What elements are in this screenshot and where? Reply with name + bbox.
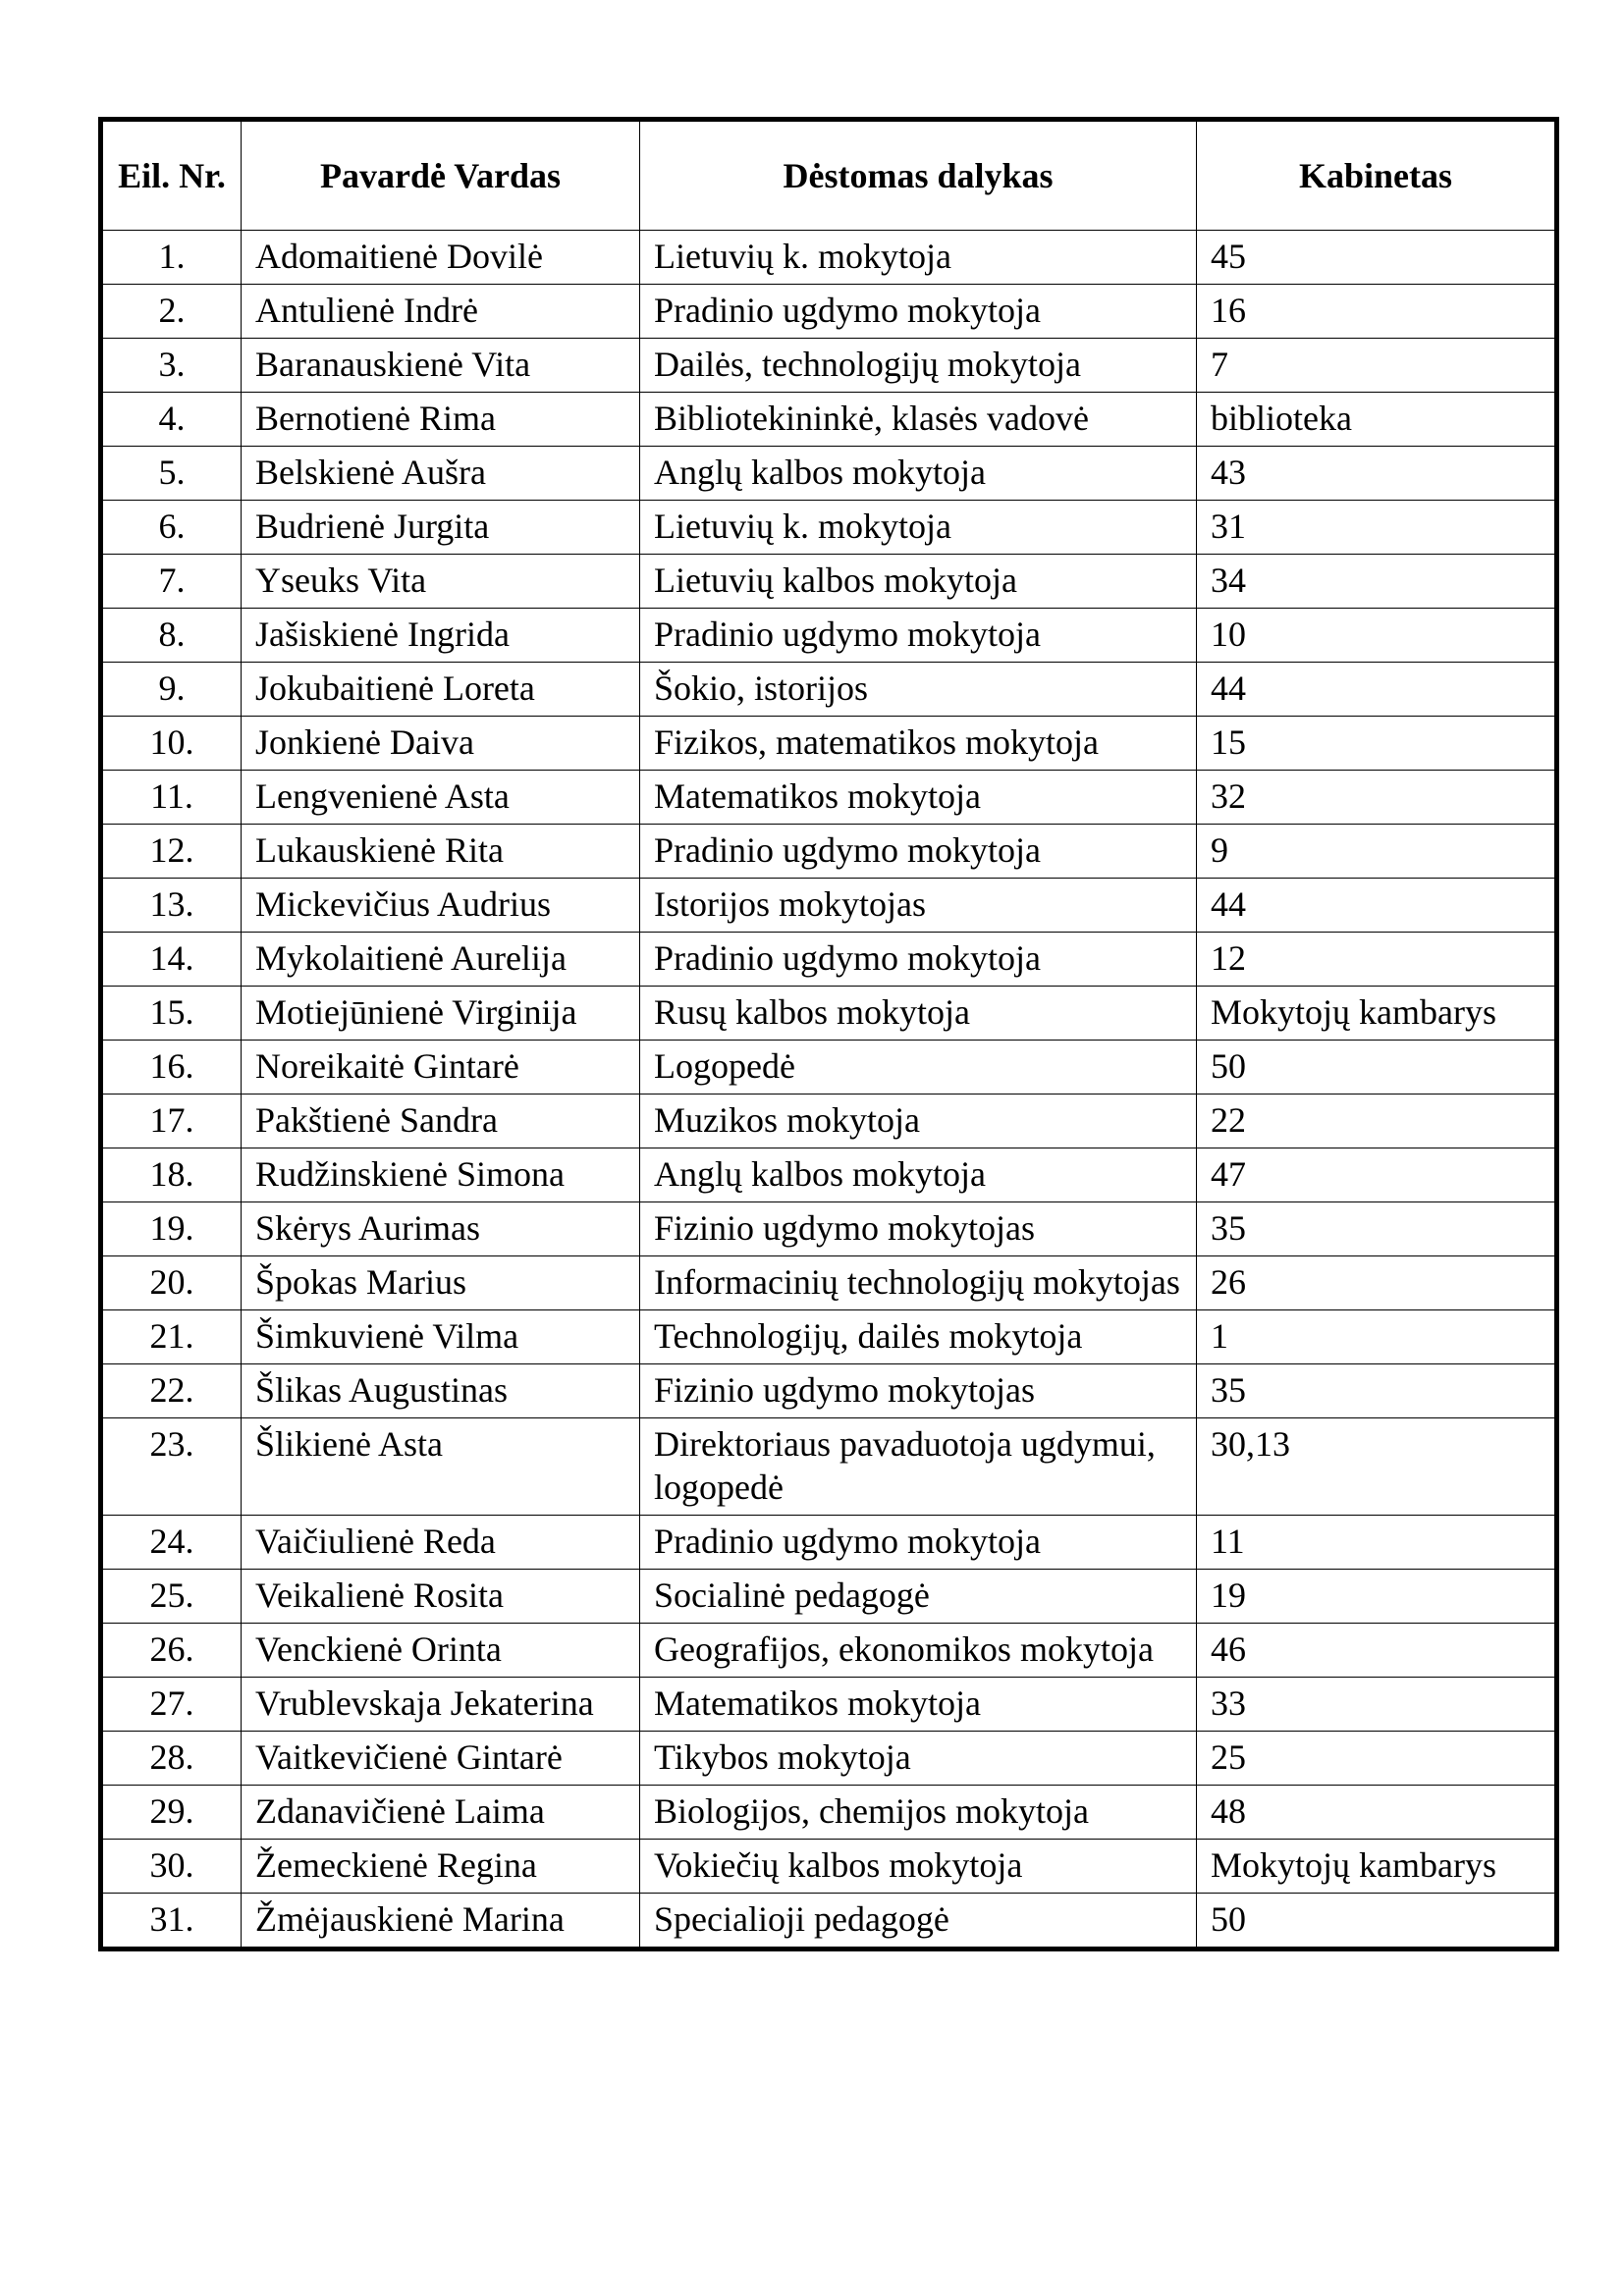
row-number-cell: 15. xyxy=(101,987,242,1041)
table-row xyxy=(101,501,1557,555)
teacher-name-cell: Skėrys Aurimas xyxy=(242,1202,640,1256)
subject-cell: Pradinio ugdymo mokytoja xyxy=(640,285,1197,339)
subject-cell: Lietuvių k. mokytoja xyxy=(640,501,1197,555)
subject-cell: Logopedė xyxy=(640,1041,1197,1095)
table-row xyxy=(101,1624,1557,1678)
table-row xyxy=(101,1095,1557,1148)
room-cell: 32 xyxy=(1197,771,1557,825)
table-row xyxy=(101,1894,1557,1949)
row-number-cell: 19. xyxy=(101,1202,242,1256)
table-row xyxy=(101,393,1557,447)
teacher-name-cell: Vrublevskaja Jekaterina xyxy=(242,1678,640,1732)
teacher-name-cell: Jokubaitienė Loreta xyxy=(242,663,640,717)
subject-cell: Anglų kalbos mokytoja xyxy=(640,447,1197,501)
teacher-name-cell: Jašiskienė Ingrida xyxy=(242,609,640,663)
room-cell: 44 xyxy=(1197,879,1557,933)
table-row xyxy=(101,1310,1557,1364)
row-number-cell: 2. xyxy=(101,285,242,339)
subject-cell: Bibliotekininkė, klasės vadovė xyxy=(640,393,1197,447)
room-cell: 50 xyxy=(1197,1894,1557,1949)
teacher-name-cell: Rudžinskienė Simona xyxy=(242,1148,640,1202)
room-cell: 45 xyxy=(1197,231,1557,285)
room-cell: 48 xyxy=(1197,1786,1557,1840)
table-row xyxy=(101,1732,1557,1786)
teacher-name-cell: Žemeckienė Regina xyxy=(242,1840,640,1894)
subject-cell: Fizinio ugdymo mokytojas xyxy=(640,1202,1197,1256)
room-cell: 33 xyxy=(1197,1678,1557,1732)
teacher-name-cell: Žmėjauskienė Marina xyxy=(242,1894,640,1949)
room-cell: 19 xyxy=(1197,1570,1557,1624)
table-row xyxy=(101,717,1557,771)
header-name: Pavardė Vardas xyxy=(242,120,640,231)
subject-cell: Matematikos mokytoja xyxy=(640,1678,1197,1732)
subject-cell: Šokio, istorijos xyxy=(640,663,1197,717)
row-number-cell: 7. xyxy=(101,555,242,609)
teacher-name-cell: Veikalienė Rosita xyxy=(242,1570,640,1624)
room-cell: 35 xyxy=(1197,1202,1557,1256)
subject-cell: Muzikos mokytoja xyxy=(640,1095,1197,1148)
subject-cell: Pradinio ugdymo mokytoja xyxy=(640,609,1197,663)
teacher-name-cell: Špokas Marius xyxy=(242,1256,640,1310)
room-cell: 44 xyxy=(1197,663,1557,717)
row-number-cell: 3. xyxy=(101,339,242,393)
table-row xyxy=(101,1516,1557,1570)
subject-cell: Matematikos mokytoja xyxy=(640,771,1197,825)
room-cell: 22 xyxy=(1197,1095,1557,1148)
row-number-cell: 28. xyxy=(101,1732,242,1786)
row-number-cell: 14. xyxy=(101,933,242,987)
table-row xyxy=(101,663,1557,717)
staff-table-container xyxy=(98,117,1554,1951)
subject-cell: Socialinė pedagogė xyxy=(640,1570,1197,1624)
table-row xyxy=(101,1256,1557,1310)
teacher-name-cell: Lukauskienė Rita xyxy=(242,825,640,879)
teacher-name-cell: Vaičiulienė Reda xyxy=(242,1516,640,1570)
table-body xyxy=(101,231,1557,1949)
room-cell: 34 xyxy=(1197,555,1557,609)
row-number-cell: 29. xyxy=(101,1786,242,1840)
room-cell: 7 xyxy=(1197,339,1557,393)
teacher-name-cell: Šlikienė Asta xyxy=(242,1418,640,1516)
subject-cell: Technologijų, dailės mokytoja xyxy=(640,1310,1197,1364)
subject-cell: Anglų kalbos mokytoja xyxy=(640,1148,1197,1202)
subject-cell: Geografijos, ekonomikos mokytoja xyxy=(640,1624,1197,1678)
table-row xyxy=(101,1418,1557,1516)
subject-cell: Direktoriaus pavaduotoja ugdymui, logopedė xyxy=(640,1418,1197,1516)
row-number-cell: 8. xyxy=(101,609,242,663)
teacher-name-cell: Lengvenienė Asta xyxy=(242,771,640,825)
row-number-cell: 20. xyxy=(101,1256,242,1310)
row-number-cell: 18. xyxy=(101,1148,242,1202)
teacher-name-cell: Adomaitienė Dovilė xyxy=(242,231,640,285)
header-subject: Dėstomas dalykas xyxy=(640,120,1197,231)
room-cell: 1 xyxy=(1197,1310,1557,1364)
room-cell: biblioteka xyxy=(1197,393,1557,447)
row-number-cell: 16. xyxy=(101,1041,242,1095)
teacher-name-cell: Šimkuvienė Vilma xyxy=(242,1310,640,1364)
teacher-name-cell: Noreikaitė Gintarė xyxy=(242,1041,640,1095)
subject-cell: Lietuvių kalbos mokytoja xyxy=(640,555,1197,609)
room-cell: 25 xyxy=(1197,1732,1557,1786)
room-cell: 43 xyxy=(1197,447,1557,501)
subject-cell: Fizikos, matematikos mokytoja xyxy=(640,717,1197,771)
header-number: Eil. Nr. xyxy=(101,120,242,231)
subject-cell: Pradinio ugdymo mokytoja xyxy=(640,933,1197,987)
teacher-name-cell: Šlikas Augustinas xyxy=(242,1364,640,1418)
row-number-cell: 21. xyxy=(101,1310,242,1364)
row-number-cell: 22. xyxy=(101,1364,242,1418)
header-row xyxy=(101,120,1557,231)
subject-cell: Fizinio ugdymo mokytojas xyxy=(640,1364,1197,1418)
room-cell: 16 xyxy=(1197,285,1557,339)
subject-cell: Istorijos mokytojas xyxy=(640,879,1197,933)
teacher-name-cell: Belskienė Aušra xyxy=(242,447,640,501)
table-row xyxy=(101,339,1557,393)
table-row xyxy=(101,231,1557,285)
subject-cell: Lietuvių k. mokytoja xyxy=(640,231,1197,285)
row-number-cell: 27. xyxy=(101,1678,242,1732)
table-row xyxy=(101,1202,1557,1256)
table-row xyxy=(101,1678,1557,1732)
subject-cell: Tikybos mokytoja xyxy=(640,1732,1197,1786)
room-cell: 47 xyxy=(1197,1148,1557,1202)
row-number-cell: 17. xyxy=(101,1095,242,1148)
room-cell: 10 xyxy=(1197,609,1557,663)
table-header xyxy=(101,120,1557,231)
row-number-cell: 13. xyxy=(101,879,242,933)
subject-cell: Pradinio ugdymo mokytoja xyxy=(640,1516,1197,1570)
table-row xyxy=(101,447,1557,501)
room-cell: 35 xyxy=(1197,1364,1557,1418)
row-number-cell: 10. xyxy=(101,717,242,771)
teacher-name-cell: Yseuks Vita xyxy=(242,555,640,609)
table-row xyxy=(101,1041,1557,1095)
room-cell: 26 xyxy=(1197,1256,1557,1310)
table-row xyxy=(101,879,1557,933)
room-cell: 46 xyxy=(1197,1624,1557,1678)
row-number-cell: 31. xyxy=(101,1894,242,1949)
room-cell: Mokytojų kambarys xyxy=(1197,987,1557,1041)
table-row xyxy=(101,987,1557,1041)
table-row xyxy=(101,1570,1557,1624)
staff-table xyxy=(98,117,1559,1951)
table-row xyxy=(101,933,1557,987)
subject-cell: Rusų kalbos mokytoja xyxy=(640,987,1197,1041)
room-cell: 50 xyxy=(1197,1041,1557,1095)
row-number-cell: 11. xyxy=(101,771,242,825)
subject-cell: Dailės, technologijų mokytoja xyxy=(640,339,1197,393)
teacher-name-cell: Antulienė Indrė xyxy=(242,285,640,339)
teacher-name-cell: Mickevičius Audrius xyxy=(242,879,640,933)
teacher-name-cell: Budrienė Jurgita xyxy=(242,501,640,555)
row-number-cell: 23. xyxy=(101,1418,242,1516)
teacher-name-cell: Pakštienė Sandra xyxy=(242,1095,640,1148)
table-row xyxy=(101,1148,1557,1202)
teacher-name-cell: Jonkienė Daiva xyxy=(242,717,640,771)
subject-cell: Pradinio ugdymo mokytoja xyxy=(640,825,1197,879)
table-row xyxy=(101,609,1557,663)
table-row xyxy=(101,555,1557,609)
row-number-cell: 9. xyxy=(101,663,242,717)
room-cell: 12 xyxy=(1197,933,1557,987)
teacher-name-cell: Baranauskienė Vita xyxy=(242,339,640,393)
row-number-cell: 25. xyxy=(101,1570,242,1624)
table-row xyxy=(101,771,1557,825)
table-row xyxy=(101,1786,1557,1840)
row-number-cell: 5. xyxy=(101,447,242,501)
subject-cell: Biologijos, chemijos mokytoja xyxy=(640,1786,1197,1840)
room-cell: 9 xyxy=(1197,825,1557,879)
row-number-cell: 12. xyxy=(101,825,242,879)
row-number-cell: 4. xyxy=(101,393,242,447)
room-cell: Mokytojų kambarys xyxy=(1197,1840,1557,1894)
room-cell: 15 xyxy=(1197,717,1557,771)
subject-cell: Informacinių technologijų mokytojas xyxy=(640,1256,1197,1310)
teacher-name-cell: Zdanavičienė Laima xyxy=(242,1786,640,1840)
row-number-cell: 1. xyxy=(101,231,242,285)
header-room: Kabinetas xyxy=(1197,120,1557,231)
teacher-name-cell: Motiejūnienė Virginija xyxy=(242,987,640,1041)
row-number-cell: 30. xyxy=(101,1840,242,1894)
teacher-name-cell: Bernotienė Rima xyxy=(242,393,640,447)
table-row xyxy=(101,1840,1557,1894)
teacher-name-cell: Mykolaitienė Aurelija xyxy=(242,933,640,987)
table-row xyxy=(101,825,1557,879)
table-row xyxy=(101,1364,1557,1418)
subject-cell: Vokiečių kalbos mokytoja xyxy=(640,1840,1197,1894)
room-cell: 31 xyxy=(1197,501,1557,555)
subject-cell: Specialioji pedagogė xyxy=(640,1894,1197,1949)
row-number-cell: 24. xyxy=(101,1516,242,1570)
row-number-cell: 6. xyxy=(101,501,242,555)
room-cell: 30,13 xyxy=(1197,1418,1557,1516)
room-cell: 11 xyxy=(1197,1516,1557,1570)
row-number-cell: 26. xyxy=(101,1624,242,1678)
table-row xyxy=(101,285,1557,339)
teacher-name-cell: Venckienė Orinta xyxy=(242,1624,640,1678)
teacher-name-cell: Vaitkevičienė Gintarė xyxy=(242,1732,640,1786)
